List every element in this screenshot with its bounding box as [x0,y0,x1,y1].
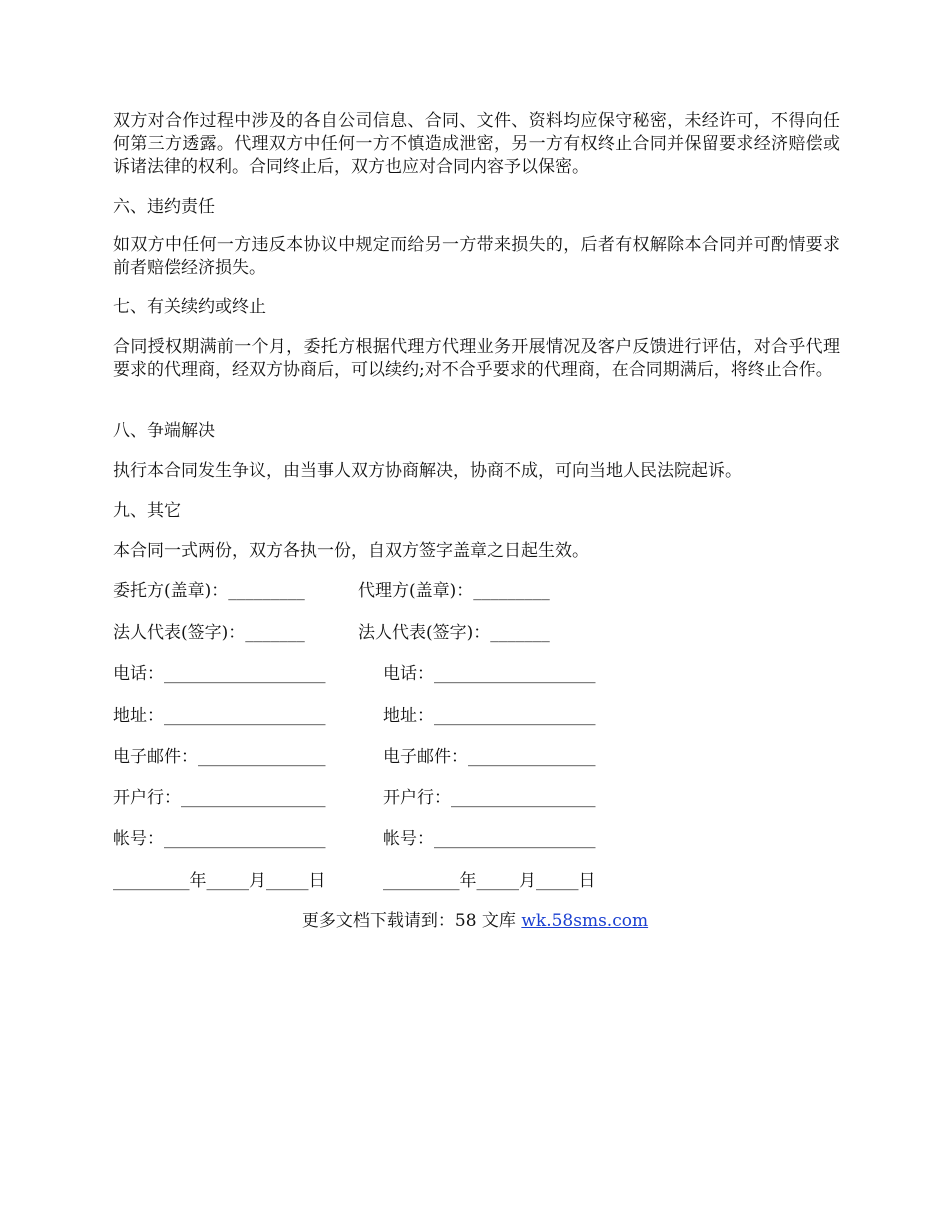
section-8-paragraph: 执行本合同发生争议，由当事人双方协商解决，协商不成，可向当地人民法院起诉。 [113,461,742,481]
section-6-paragraph: 如双方中任何一方违反本协议中规定而给另一方带来损失的，后者有权解除本合同并可酌情要求前者赔偿经济损失。 [113,235,840,278]
section-9-heading: 九、其它 [113,501,181,521]
principal-email-field: 电子邮件：_______________ [113,747,326,767]
section-9-paragraph: 本合同一式两份，双方各执一份，自双方签字盖章之日起生效。 [113,541,589,561]
agent-phone-field: 电话：___________________ [383,664,596,684]
section-8-heading: 八、争端解决 [113,421,215,441]
principal-bank-field: 开户行：_________________ [113,788,326,808]
principal-account-field: 帐号：___________________ [113,829,326,849]
agent-account-field: 帐号：___________________ [383,829,596,849]
principal-phone-field: 电话：___________________ [113,664,326,684]
agent-email-field: 电子邮件：_______________ [383,747,596,767]
section-6-heading: 六、违约责任 [113,197,215,217]
agent-address-field: 地址：___________________ [383,706,596,726]
footer-link[interactable]: wk.58sms.com [521,911,649,931]
download-footer [0,910,950,933]
section-7-heading: 七、有关续约或终止 [113,297,266,317]
principal-seal-field: 委托方(盖章)：_________ [113,581,305,601]
section-7-paragraph: 合同授权期满前一个月，委托方根据代理方代理业务开展情况及客户反馈进行评估，对合乎代理要求的代理商，经双方协商后，可以续约;对不合乎要求的代理商，在合同期满后，将终止合作。 [113,337,840,380]
principal-date-field: _________年_____月_____日 [113,871,326,891]
confidentiality-paragraph: 双方对合作过程中涉及的各自公司信息、合同、文件、资料均应保守秘密，未经许可，不得向任何第三方透露。代理双方中任何一方不慎造成泄密，另一方有权终止合同并保留要求经济赔偿或诉诸法律的权利。合同终止后，双方也应对合同内容予以保密。 [113,111,840,177]
agent-legal-rep-field: 法人代表(签字)：_______ [358,623,550,643]
agent-bank-field: 开户行：_________________ [383,788,596,808]
agent-date-field: _________年_____月_____日 [383,871,596,891]
principal-address-field: 地址：___________________ [113,706,326,726]
agent-seal-field: 代理方(盖章)：_________ [358,581,550,601]
footer-text: 更多文档下载请到：58 文库 [301,911,522,931]
principal-legal-rep-field: 法人代表(签字)：_______ [113,623,305,643]
